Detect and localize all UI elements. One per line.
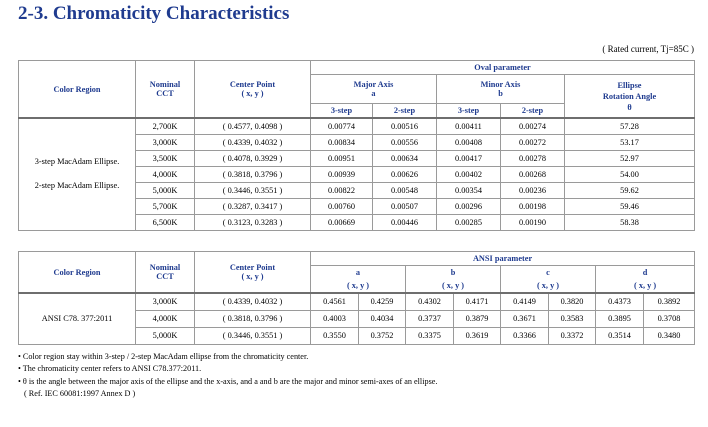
center-point-cell: ( 0.4339, 0.4032 )	[195, 293, 311, 310]
rotation-angle-cell: 52.97	[565, 150, 695, 166]
center-point-cell: ( 0.3123, 0.3283 )	[195, 214, 311, 230]
rotation-angle-cell: 59.46	[565, 198, 695, 214]
nominal-cct-header: Nominal CCT	[136, 61, 195, 119]
color-region-label: ANSI C78. 377:2011	[19, 293, 136, 344]
region-label: 2-step MacAdam Ellipse.	[34, 181, 120, 191]
ansi-by-cell: 0.3879	[454, 310, 501, 327]
ansi-b-xy-header: ( x, y )	[406, 279, 501, 293]
table-row	[19, 118, 695, 134]
ansi-dx-cell: 0.3514	[596, 327, 644, 344]
cct-cell: 2,700K	[136, 118, 195, 134]
test-condition: ( Rated current, Tj=85C )	[602, 44, 694, 54]
oval-parameter-header: Oval parameter	[311, 61, 695, 75]
center-point-cell: ( 0.4577, 0.4098 )	[195, 118, 311, 134]
minor-3step-cell: 0.00354	[437, 182, 501, 198]
rotation-angle-cell: 58.38	[565, 214, 695, 230]
ansi-c-header: c	[501, 266, 596, 280]
major-3step-cell: 0.00834	[311, 134, 373, 150]
ansi-ax-cell: 0.4561	[311, 293, 359, 310]
ansi-b-header: b	[406, 266, 501, 280]
ansi-table-body	[19, 293, 695, 344]
ansi-cy-cell: 0.3583	[549, 310, 596, 327]
ansi-parameter-table	[18, 251, 695, 345]
center-point-cell: ( 0.3818, 0.3796 )	[195, 310, 311, 327]
center-point-cell: ( 0.3287, 0.3417 )	[195, 198, 311, 214]
oval-parameter-table	[18, 60, 695, 231]
oval-table-body	[19, 118, 695, 230]
major-axis-header: Major Axis a	[311, 75, 437, 104]
minor-2step-cell: 0.00274	[501, 118, 565, 134]
cct-cell: 5,000K	[136, 182, 195, 198]
ansi-bx-cell: 0.4302	[406, 293, 454, 310]
ansi-cx-cell: 0.3671	[501, 310, 549, 327]
minor-3step-cell: 0.00417	[437, 150, 501, 166]
ansi-d-header: d	[596, 266, 695, 280]
rotation-angle-cell: 54.00	[565, 166, 695, 182]
major-2step-cell: 0.00548	[373, 182, 437, 198]
ansi-dx-cell: 0.4373	[596, 293, 644, 310]
ansi-a-header: a	[311, 266, 406, 280]
major-2step-cell: 0.00446	[373, 214, 437, 230]
ansi-ay-cell: 0.4259	[359, 293, 406, 310]
ansi-a-xy-header: ( x, y )	[311, 279, 406, 293]
minor-2step-header: 2-step	[501, 104, 565, 119]
ansi-cy-cell: 0.3372	[549, 327, 596, 344]
center-point-cell: ( 0.4078, 0.3929 )	[195, 150, 311, 166]
color-region-header: Color Region	[19, 61, 136, 119]
minor-2step-cell: 0.00278	[501, 150, 565, 166]
cct-cell: 3,000K	[136, 134, 195, 150]
cct-cell: 3,500K	[136, 150, 195, 166]
ansi-by-cell: 0.3619	[454, 327, 501, 344]
minor-2step-cell: 0.00268	[501, 166, 565, 182]
color-region-header: Color Region	[19, 252, 136, 294]
major-3step-cell: 0.00939	[311, 166, 373, 182]
ansi-cx-cell: 0.3366	[501, 327, 549, 344]
table-row	[19, 293, 695, 310]
ansi-cx-cell: 0.4149	[501, 293, 549, 310]
ellipse-rotation-header: Ellipse Rotation Angle θ	[565, 75, 695, 119]
rotation-angle-cell: 57.28	[565, 118, 695, 134]
cct-cell: 4,000K	[136, 166, 195, 182]
ansi-parameter-header: ANSI parameter	[311, 252, 695, 266]
center-point-header: Center Point ( x, y )	[195, 61, 311, 119]
ansi-bx-cell: 0.3375	[406, 327, 454, 344]
major-2step-cell: 0.00556	[373, 134, 437, 150]
minor-2step-cell: 0.00272	[501, 134, 565, 150]
ansi-dx-cell: 0.3895	[596, 310, 644, 327]
cct-cell: 5,700K	[136, 198, 195, 214]
major-2step-cell: 0.00507	[373, 198, 437, 214]
cct-cell: 6,500K	[136, 214, 195, 230]
major-3step-cell: 0.00951	[311, 150, 373, 166]
minor-axis-header: Minor Axis b	[437, 75, 565, 104]
center-point-cell: ( 0.3446, 0.3551 )	[195, 182, 311, 198]
major-3step-header: 3-step	[311, 104, 373, 119]
major-3step-cell: 0.00760	[311, 198, 373, 214]
ansi-c-xy-header: ( x, y )	[501, 279, 596, 293]
ansi-bx-cell: 0.3737	[406, 310, 454, 327]
ansi-ax-cell: 0.4003	[311, 310, 359, 327]
center-point-cell: ( 0.4339, 0.4032 )	[195, 134, 311, 150]
ansi-by-cell: 0.4171	[454, 293, 501, 310]
rotation-angle-cell: 53.17	[565, 134, 695, 150]
minor-2step-cell: 0.00198	[501, 198, 565, 214]
ansi-dy-cell: 0.3892	[644, 293, 695, 310]
nominal-cct-header: Nominal CCT	[136, 252, 195, 294]
minor-2step-cell: 0.00236	[501, 182, 565, 198]
center-point-cell: ( 0.3446, 0.3551 )	[195, 327, 311, 344]
major-3step-cell: 0.00822	[311, 182, 373, 198]
ansi-cy-cell: 0.3820	[549, 293, 596, 310]
minor-3step-header: 3-step	[437, 104, 501, 119]
minor-3step-cell: 0.00402	[437, 166, 501, 182]
center-point-header: Center Point ( x, y )	[195, 252, 311, 294]
cct-cell: 5,000K	[136, 327, 195, 344]
cct-cell: 3,000K	[136, 293, 195, 310]
footnote: • Color region stay within 3-step / 2-step MacAdam ellipse from the chromaticity center.	[18, 352, 309, 361]
footnote: ( Ref. IEC 60081:1997 Annex D )	[24, 388, 136, 398]
center-point-cell: ( 0.3818, 0.3796 )	[195, 166, 311, 182]
minor-2step-cell: 0.00190	[501, 214, 565, 230]
ansi-ay-cell: 0.4034	[359, 310, 406, 327]
ansi-ay-cell: 0.3752	[359, 327, 406, 344]
color-region-label	[19, 118, 136, 230]
region-label: 3-step MacAdam Ellipse.	[34, 157, 120, 167]
ansi-dy-cell: 0.3480	[644, 327, 695, 344]
ansi-d-xy-header: ( x, y )	[596, 279, 695, 293]
footnote: • The chromaticity center refers to ANSI C78.377:2011.	[18, 364, 202, 374]
minor-3step-cell: 0.00411	[437, 118, 501, 134]
major-2step-cell: 0.00634	[373, 150, 437, 166]
minor-3step-cell: 0.00285	[437, 214, 501, 230]
rotation-angle-cell: 59.62	[565, 182, 695, 198]
major-2step-cell: 0.00516	[373, 118, 437, 134]
major-2step-header: 2-step	[373, 104, 437, 119]
major-3step-cell: 0.00774	[311, 118, 373, 134]
major-2step-cell: 0.00626	[373, 166, 437, 182]
cct-cell: 4,000K	[136, 310, 195, 327]
footnote: • θ is the angle between the major axis of the ellipse and the x-axis, and a and b are the major and minor semi-axes of an ellipse.	[18, 376, 438, 386]
minor-3step-cell: 0.00296	[437, 198, 501, 214]
ansi-ax-cell: 0.3550	[311, 327, 359, 344]
ansi-dy-cell: 0.3708	[644, 310, 695, 327]
footnotes	[18, 351, 437, 400]
minor-3step-cell: 0.00408	[437, 134, 501, 150]
page-title: 2-3. Chromaticity Characteristics	[18, 3, 290, 24]
major-3step-cell: 0.00669	[311, 214, 373, 230]
